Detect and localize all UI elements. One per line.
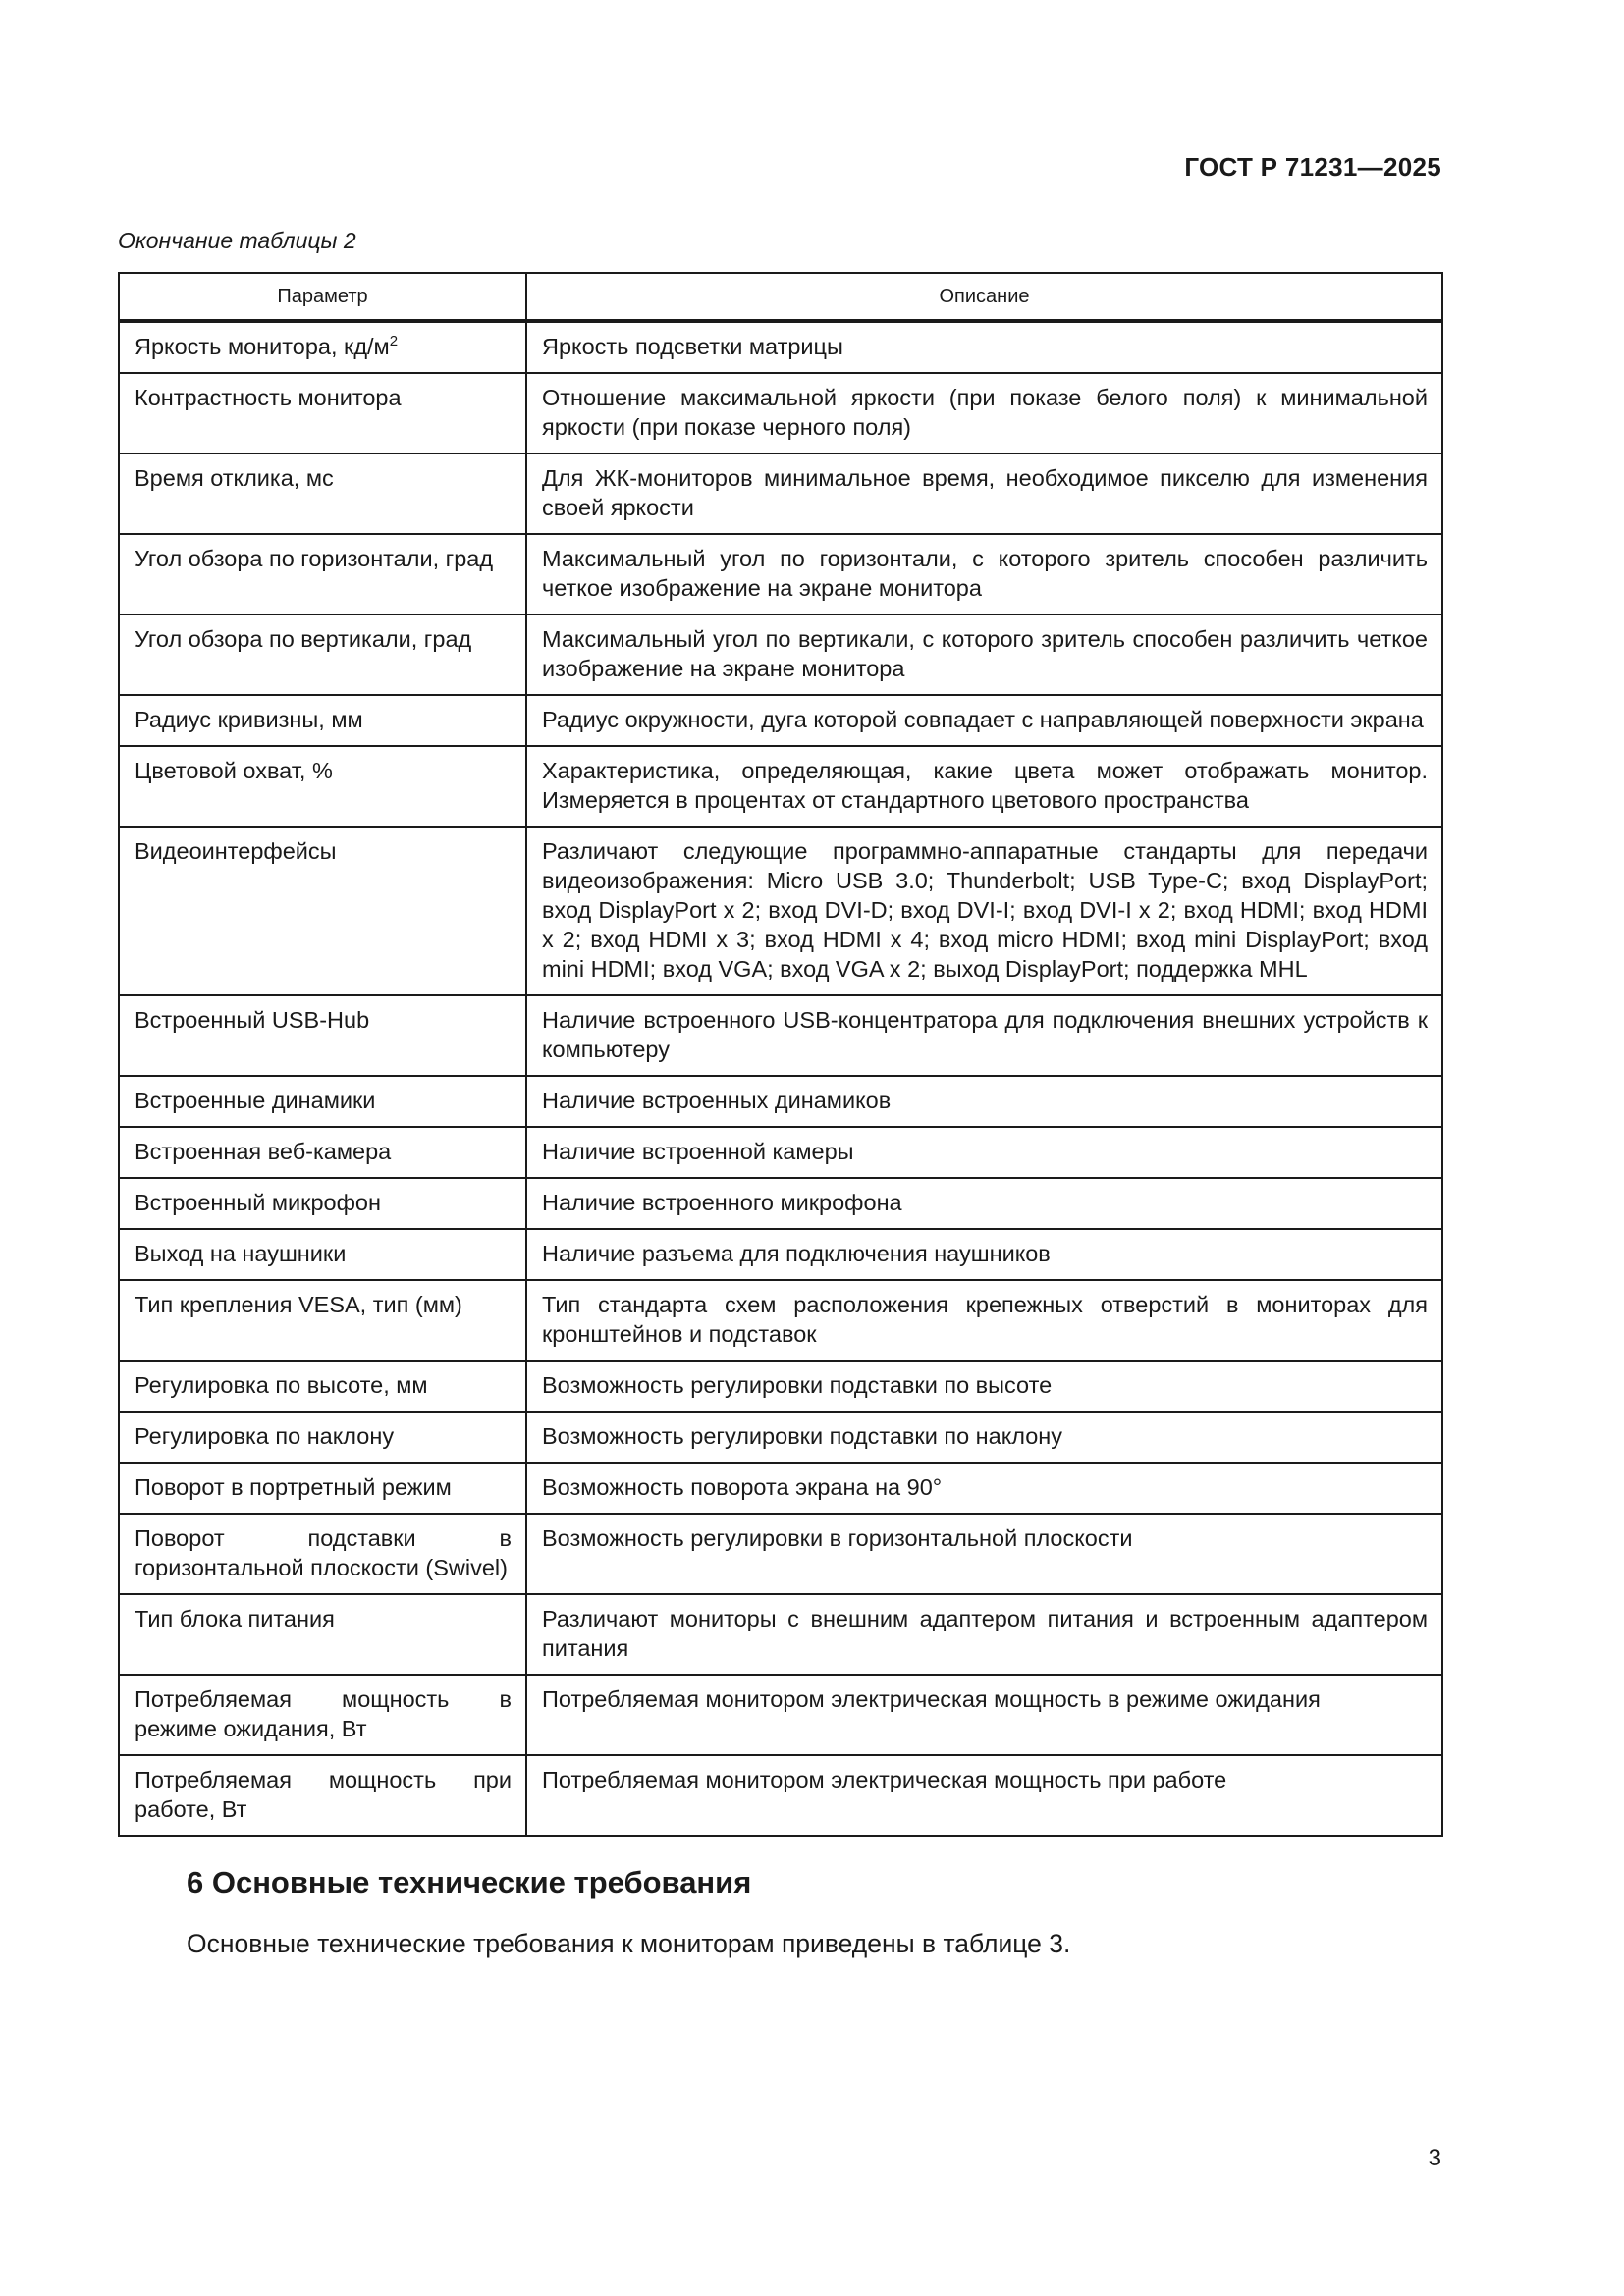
parameter-cell xyxy=(119,1280,526,1361)
parameter-cell xyxy=(119,1755,526,1836)
description-cell: Отношение максимальной яркости (при показе белого поля) к минимальной яркости (при показе черного поля) xyxy=(526,373,1442,454)
parameter-name: Видеоинтерфейсы xyxy=(135,838,337,864)
section-title: 6 Основные технические требования xyxy=(187,1865,752,1899)
parameter-cell xyxy=(119,1076,526,1127)
table-row xyxy=(119,1127,1442,1178)
parameter-name: Радиус кривизны, мм xyxy=(135,707,363,732)
table-row xyxy=(119,614,1442,695)
parameter-name: Поворот в портретный режим xyxy=(135,1474,452,1500)
parameter-name: Цветовой охват, % xyxy=(135,758,333,783)
parameter-cell xyxy=(119,614,526,695)
parameter-name: Угол обзора по горизонтали, град xyxy=(135,546,494,571)
description-cell: Потребляемая монитором электрическая мощность в режиме ожидания xyxy=(526,1675,1442,1755)
table-row xyxy=(119,1229,1442,1280)
description-cell: Возможность поворота экрана на 90° xyxy=(526,1463,1442,1514)
table-header-row xyxy=(119,273,1442,321)
table-row xyxy=(119,1178,1442,1229)
table-row xyxy=(119,746,1442,827)
parameter-cell xyxy=(119,1412,526,1463)
parameter-name: Регулировка по высоте, мм xyxy=(135,1372,428,1398)
table-row xyxy=(119,321,1442,373)
description-cell: Яркость подсветки матрицы xyxy=(526,321,1442,373)
table-row xyxy=(119,373,1442,454)
parameter-name: Потребляемая мощность в режиме ожидания, Вт xyxy=(135,1686,512,1741)
table-row xyxy=(119,1076,1442,1127)
parameter-cell xyxy=(119,454,526,534)
parameter-cell xyxy=(119,534,526,614)
description-cell: Наличие разъема для подключения наушников xyxy=(526,1229,1442,1280)
table-caption: Окончание таблицы 2 xyxy=(118,228,356,253)
table-row xyxy=(119,1463,1442,1514)
parameter-cell xyxy=(119,1594,526,1675)
description-cell: Наличие встроенной камеры xyxy=(526,1127,1442,1178)
table-row xyxy=(119,1280,1442,1361)
table-row xyxy=(119,454,1442,534)
description-cell: Наличие встроенных динамиков xyxy=(526,1076,1442,1127)
description-cell: Возможность регулировки подставки по высоте xyxy=(526,1361,1442,1412)
table-row xyxy=(119,695,1442,746)
parameter-cell xyxy=(119,321,526,373)
parameter-name: Время отклика, мс xyxy=(135,465,334,491)
parameter-cell xyxy=(119,827,526,995)
description-cell: Для ЖК-мониторов минимальное время, необходимое пикселю для изменения своей яркости xyxy=(526,454,1442,534)
description-cell: Характеристика, определяющая, какие цвета может отображать монитор. Измеряется в процентах от стандартного цветового пространства xyxy=(526,746,1442,827)
parameter-cell xyxy=(119,1514,526,1594)
column-header-description: Описание xyxy=(526,273,1442,321)
description-cell: Максимальный угол по горизонтали, с которого зритель способен различить четкое изображение на экране монитора xyxy=(526,534,1442,614)
description-cell: Наличие встроенного USB-концентратора для подключения внешних устройств к компьютеру xyxy=(526,995,1442,1076)
parameter-name: Тип крепления VESA, тип (мм) xyxy=(135,1292,462,1317)
parameter-cell xyxy=(119,373,526,454)
parameters-table xyxy=(118,272,1443,1837)
parameter-name: Яркость монитора, кд/м xyxy=(135,334,390,359)
section-paragraph: Основные технические требования к мониторам приведены в таблице 3. xyxy=(187,1929,1071,1958)
parameter-name: Регулировка по наклону xyxy=(135,1423,395,1449)
parameter-cell xyxy=(119,1463,526,1514)
parameter-cell xyxy=(119,1361,526,1412)
parameter-cell xyxy=(119,1127,526,1178)
table-row xyxy=(119,827,1442,995)
description-cell: Максимальный угол по вертикали, с которого зритель способен различить четкое изображение на экране монитора xyxy=(526,614,1442,695)
parameter-name: Выход на наушники xyxy=(135,1241,347,1266)
parameter-name: Встроенная веб-камера xyxy=(135,1139,392,1164)
parameter-cell xyxy=(119,695,526,746)
table-row xyxy=(119,1361,1442,1412)
table-row xyxy=(119,1514,1442,1594)
document-code: ГОСТ Р 71231—2025 xyxy=(1184,152,1441,182)
parameter-name: Встроенный микрофон xyxy=(135,1190,381,1215)
parameter-cell xyxy=(119,1178,526,1229)
parameter-cell xyxy=(119,1229,526,1280)
page-number: 3 xyxy=(1428,2145,1441,2171)
table-row xyxy=(119,995,1442,1076)
parameter-cell xyxy=(119,1675,526,1755)
description-cell: Различают мониторы с внешним адаптером питания и встроенным адаптером питания xyxy=(526,1594,1442,1675)
table-row xyxy=(119,1412,1442,1463)
description-cell: Возможность регулировки подставки по наклону xyxy=(526,1412,1442,1463)
table-row xyxy=(119,1675,1442,1755)
description-cell: Потребляемая монитором электрическая мощность при работе xyxy=(526,1755,1442,1836)
parameter-name: Встроенные динамики xyxy=(135,1088,376,1113)
parameter-cell xyxy=(119,746,526,827)
parameter-name: Потребляемая мощность при работе, Вт xyxy=(135,1767,512,1822)
parameter-name: Встроенный USB-Hub xyxy=(135,1007,370,1033)
parameter-name: Поворот подставки в горизонтальной плоскости (Swivel) xyxy=(135,1525,512,1580)
table-row xyxy=(119,1755,1442,1836)
description-cell: Тип стандарта схем расположения крепежных отверстий в мониторах для кронштейнов и подставок xyxy=(526,1280,1442,1361)
description-cell: Наличие встроенного микрофона xyxy=(526,1178,1442,1229)
description-cell: Возможность регулировки в горизонтальной плоскости xyxy=(526,1514,1442,1594)
description-cell: Радиус окружности, дуга которой совпадает с направляющей поверхности экрана xyxy=(526,695,1442,746)
parameter-name: Тип блока питания xyxy=(135,1606,335,1631)
unit-superscript: 2 xyxy=(389,333,399,349)
parameter-cell xyxy=(119,995,526,1076)
column-header-parameter: Параметр xyxy=(119,273,526,321)
parameter-name: Контрастность монитора xyxy=(135,385,402,410)
description-cell: Различают следующие программно-аппаратные стандарты для передачи видеоизображения: Micro USB 3.0; Thunderbolt; USB Type-C; вход DisplayPort; вход DisplayPort x 2; вход DVI-D; вход DVI-I; вход DVI-I x 2; вход HDMI; вход HDMI x 2; вход HDMI x 3; вход HDMI x 4; вход micro HDMI; вход mini DisplayPort; вход mini HDMI; вход VGA; вход VGA x 2; выход DisplayPort; поддержка MHL xyxy=(526,827,1442,995)
table-row xyxy=(119,1594,1442,1675)
table-row xyxy=(119,534,1442,614)
table-body xyxy=(119,321,1442,1836)
parameter-name: Угол обзора по вертикали, град xyxy=(135,626,472,652)
